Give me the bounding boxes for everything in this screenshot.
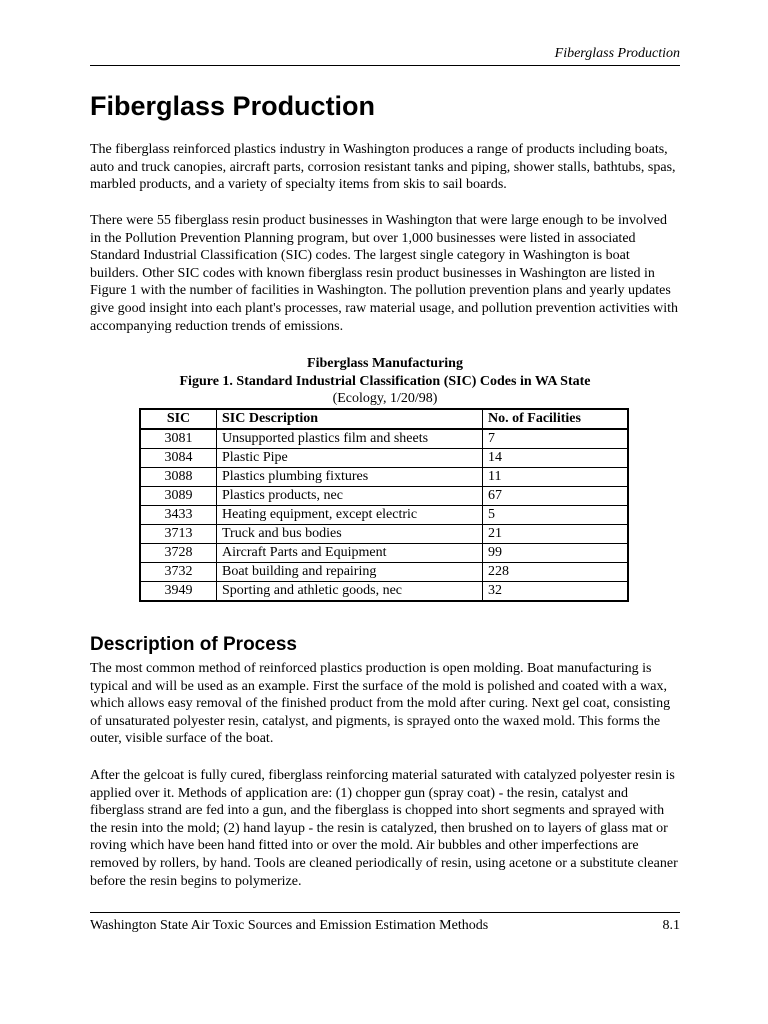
- facility-count-cell: 5: [483, 506, 629, 525]
- sic-description-cell: Plastic Pipe: [217, 449, 483, 468]
- figure-caption-label: Figure 1. Standard Industrial Classification (SIC) Codes in WA State: [179, 374, 591, 389]
- sic-codes-table: [139, 408, 629, 602]
- sic-code-cell: 3949: [140, 582, 217, 602]
- column-header-description: SIC Description: [217, 409, 483, 429]
- figure-caption-source: (Ecology, 1/20/98): [332, 391, 438, 406]
- column-header-facilities: No. of Facilities: [483, 409, 629, 429]
- column-header-sic: SIC: [140, 409, 217, 429]
- table-row: [140, 487, 628, 506]
- sic-description-cell: Aircraft Parts and Equipment: [217, 544, 483, 563]
- sic-description-cell: Plastics plumbing fixtures: [217, 468, 483, 487]
- table-row: [140, 544, 628, 563]
- sic-code-cell: 3713: [140, 525, 217, 544]
- sic-code-cell: 3089: [140, 487, 217, 506]
- facility-count-cell: 7: [483, 429, 629, 449]
- table-row: [140, 563, 628, 582]
- facility-count-cell: 67: [483, 487, 629, 506]
- process-paragraph-1: The most common method of reinforced plastics production is open molding. Boat manufacturing is typical and will be used as an example. First the surface of the mold is polished and coated with a wax, which allows easy removal of the finished product from the mold after curing. Next gel coat, consisting of unsaturated polyester resin, catalyst, and pigments, is sprayed onto the waxed mold. This forms the outer, visible surface of the boat.: [90, 661, 671, 747]
- sic-code-cell: 3732: [140, 563, 217, 582]
- sic-description-cell: Truck and bus bodies: [217, 525, 483, 544]
- facility-count-cell: 14: [483, 449, 629, 468]
- figure-caption-title: Fiberglass Manufacturing: [307, 356, 463, 371]
- table-row: [140, 582, 628, 602]
- sic-code-cell: 3081: [140, 429, 217, 449]
- running-header: Fiberglass Production: [554, 46, 680, 61]
- sic-description-cell: Plastics products, nec: [217, 487, 483, 506]
- facility-count-cell: 32: [483, 582, 629, 602]
- sic-code-cell: 3433: [140, 506, 217, 525]
- sic-description-cell: Unsupported plastics film and sheets: [217, 429, 483, 449]
- footer-rule: [90, 912, 680, 913]
- section-heading: Description of Process: [90, 634, 297, 655]
- facility-count-cell: 11: [483, 468, 629, 487]
- facility-count-cell: 99: [483, 544, 629, 563]
- footer-document-title: Washington State Air Toxic Sources and Emission Estimation Methods: [90, 918, 489, 933]
- table-row: [140, 506, 628, 525]
- table-row: [140, 468, 628, 487]
- sic-code-cell: 3088: [140, 468, 217, 487]
- intro-paragraph-2: There were 55 fiberglass resin product businesses in Washington that were large enough to be involved in the Pollution Prevention Planning program, but over 1,000 businesses were listed in associated Standard Industrial Classification (SIC) codes. The largest single category in Washington is boat builders. Other SIC codes with known fiberglass resin product businesses in Washington are listed in Figure 1 with the number of facilities in Washington. The pollution prevention plans and yearly updates give good insight into each plant's processes, raw material usage, and pollution prevention activities with accompanying reduction trends of emissions.: [90, 213, 679, 334]
- sic-description-cell: Boat building and repairing: [217, 563, 483, 582]
- intro-paragraph-1: The fiberglass reinforced plastics industry in Washington produces a range of products including boats, auto and truck canopies, aircraft parts, corrosion resistant tanks and piping, shower stalls, bathtubs, spas, marbled products, and a variety of specialty items from skis to sail boards.: [90, 142, 676, 193]
- header-rule: [90, 65, 680, 66]
- process-paragraph-2: After the gelcoat is fully cured, fiberglass reinforcing material saturated with catalyzed polyester resin is applied over it. Methods of application are: (1) chopper gun (spray coat) - the resin, catalyst and fiberglass strand are fed into a gun, and the fiberglass is chopped into short segments and sprayed with the resin into the mold; (2) hand layup - the resin is catalyzed, then brushed on to layers of glass mat or roving which have been hand fitted into or over the mold. Air bubbles and other imperfections are removed by rollers, by hand. Tools are cleaned periodically of resin, using acetone or a substitute cleaner before the resin begins to polymerize.: [90, 768, 678, 889]
- facility-count-cell: 21: [483, 525, 629, 544]
- sic-code-cell: 3728: [140, 544, 217, 563]
- page-title: Fiberglass Production: [90, 91, 376, 121]
- sic-code-cell: 3084: [140, 449, 217, 468]
- table-header-row: [140, 409, 628, 429]
- table-row: [140, 525, 628, 544]
- table-row: [140, 449, 628, 468]
- table-row: [140, 429, 628, 449]
- sic-description-cell: Sporting and athletic goods, nec: [217, 582, 483, 602]
- sic-description-cell: Heating equipment, except electric: [217, 506, 483, 525]
- facility-count-cell: 228: [483, 563, 629, 582]
- page-number: 8.1: [662, 918, 680, 933]
